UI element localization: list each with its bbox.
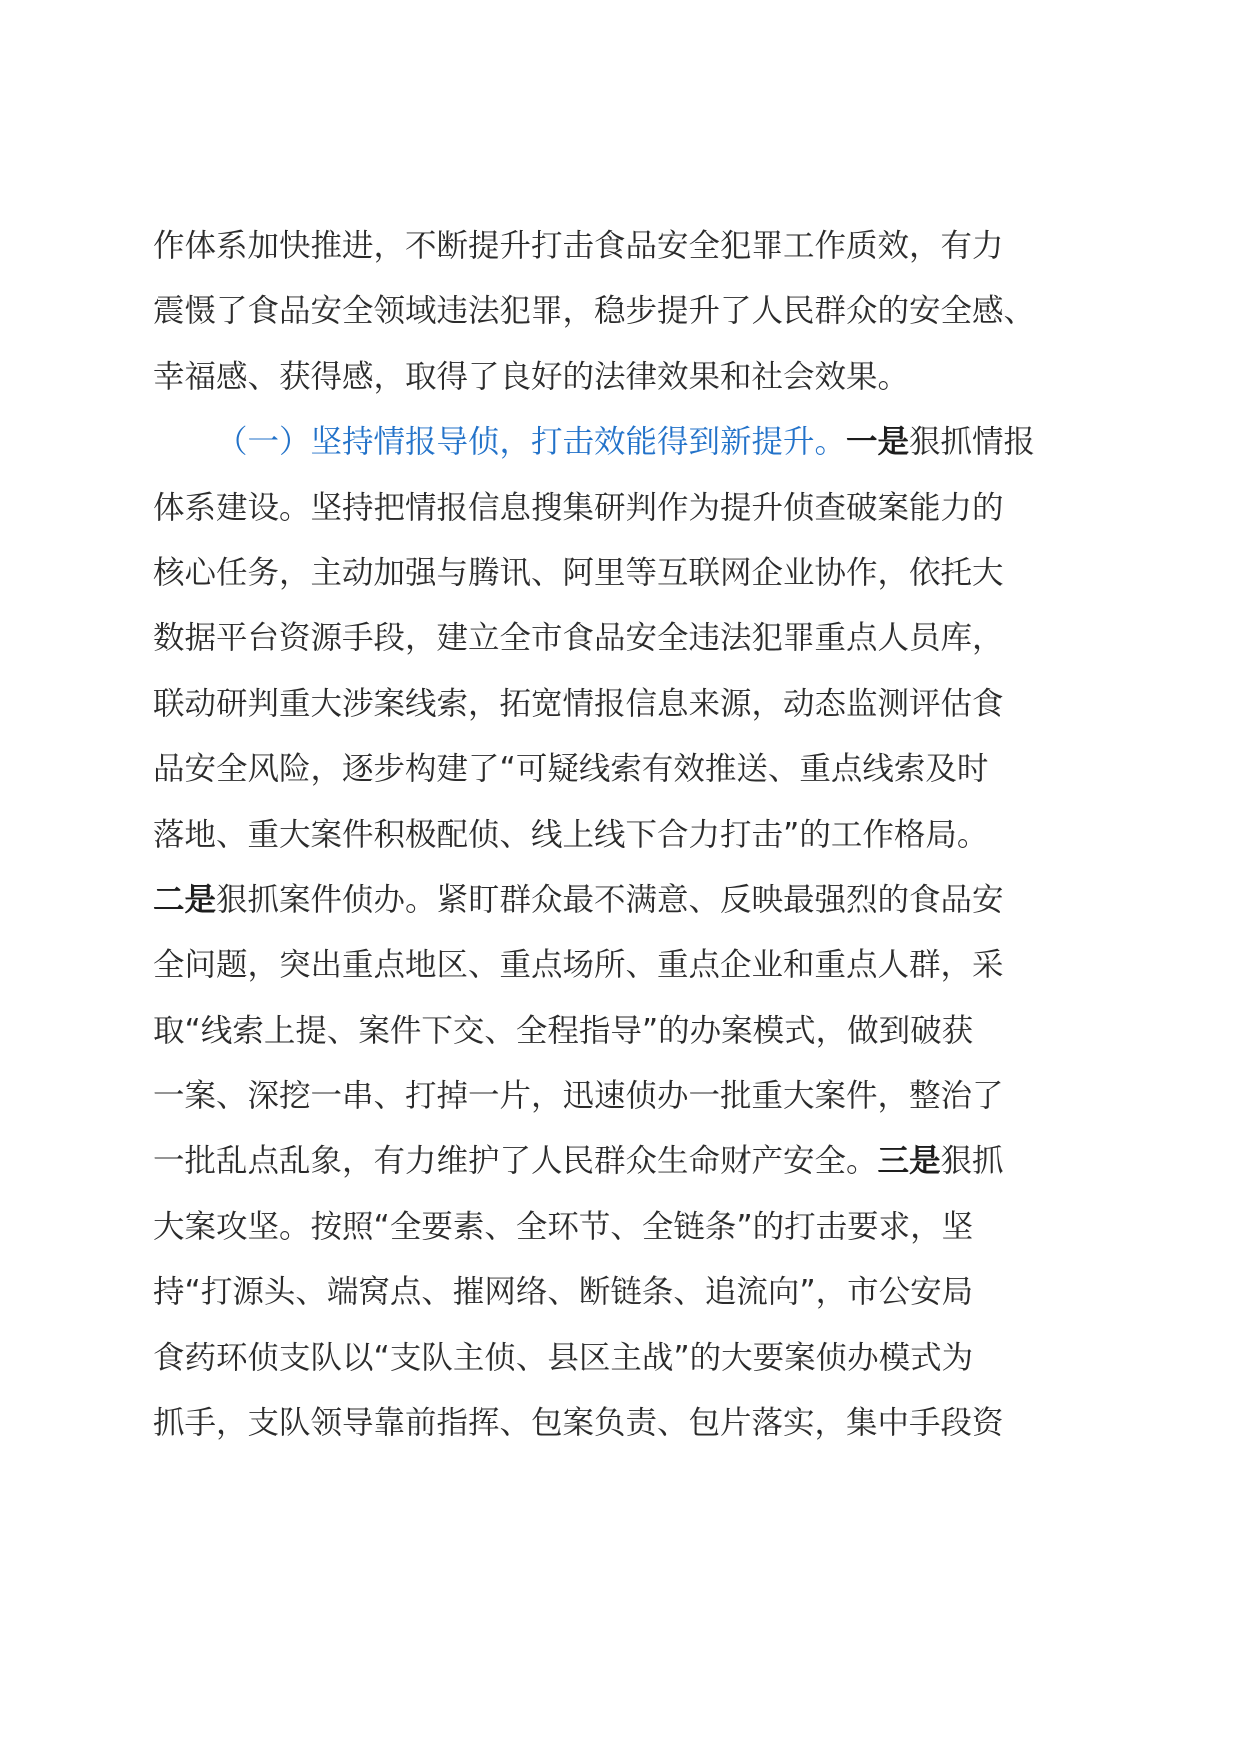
text-fragment: 狠抓案件侦办。紧盯群众最不满意、反映最强烈的食品安 (216, 881, 1004, 918)
text-line: 取“线索上提、案件下交、全程指导”的办案模式，做到破获 (153, 1012, 974, 1049)
text-line: 幸福感、获得感，取得了良好的法律效果和社会效果。 (153, 358, 910, 395)
text-line: 体系建设。坚持把情报信息搜集研判作为提升侦查破案能力的 (153, 489, 1004, 526)
text-line (153, 1129, 1083, 1194)
point-marker-2: 二是 (153, 881, 217, 918)
text-line: 品安全风险，逐步构建了“可疑线索有效推送、重点线索及时 (153, 751, 989, 788)
text-line: 核心任务，主动加强与腾讯、阿里等互联网企业协作，依托大 (153, 554, 1004, 591)
section-heading-line (153, 410, 1083, 475)
point-marker-3: 三是 (877, 1143, 941, 1180)
text-line: 抓手，支队领导靠前指挥、包案负责、包片落实，集中手段资 (153, 1405, 1004, 1442)
section-heading: （一）坚持情报导侦，打击效能得到新提升。 (216, 424, 847, 461)
text-line: 震慑了食品安全领域违法犯罪，稳步提升了人民群众的安全感、 (153, 293, 1036, 330)
text-line: 数据平台资源手段，建立全市食品安全违法犯罪重点人员库， (153, 620, 1004, 657)
text-line: 一案、深挖一串、打掉一片，迅速侦办一批重大案件，整治了 (153, 1078, 1004, 1115)
text-line: 联动研判重大涉案线索，拓宽情报信息来源，动态监测评估食 (153, 685, 1004, 722)
text-fragment: 狠抓情报 (909, 424, 1036, 461)
text-line: 食药环侦支队以“支队主侦、县区主战”的大要案侦办模式为 (153, 1339, 974, 1376)
text-line (153, 868, 1083, 933)
text-line: 持“打源头、端窝点、摧网络、断链条、追流向”，市公安局 (153, 1274, 974, 1311)
body-text (153, 214, 1083, 1456)
text-line: 落地、重大案件积极配侦、线上线下合力打击”的工作格局。 (153, 816, 989, 853)
text-line: 作体系加快推进，不断提升打击食品安全犯罪工作质效，有力 (153, 228, 1004, 264)
point-marker-1: 一是 (846, 424, 910, 461)
text-fragment: 狠抓 (940, 1143, 1004, 1180)
text-fragment: 一批乱点乱象，有力维护了人民群众生命财产安全。 (153, 1143, 878, 1180)
text-line: 全问题，突出重点地区、重点场所、重点企业和重点人群，采 (153, 947, 1004, 984)
text-line: 大案攻坚。按照“全要素、全环节、全链条”的打击要求，坚 (153, 1208, 974, 1245)
